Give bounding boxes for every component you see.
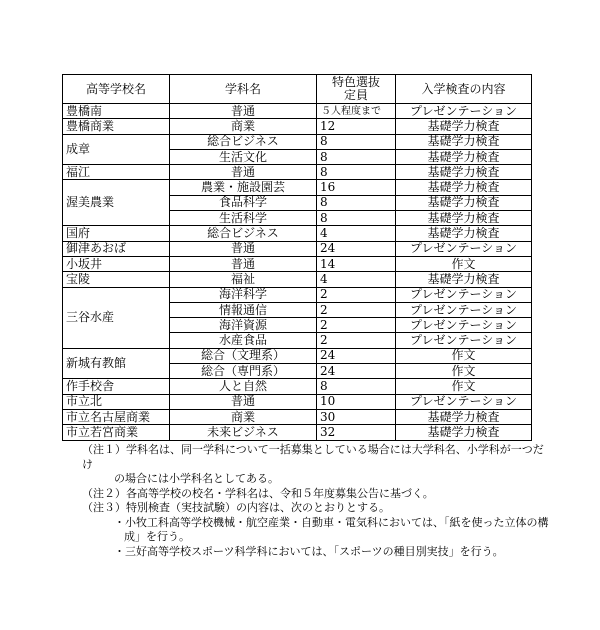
exam-content: 基礎学力検査 bbox=[396, 165, 532, 180]
capacity: 14 bbox=[317, 256, 396, 271]
dept-name: 総合（文理系） bbox=[170, 348, 317, 363]
table-row bbox=[63, 425, 532, 440]
capacity: 4 bbox=[317, 226, 396, 241]
capacity: 24 bbox=[317, 348, 396, 363]
capacity: 2 bbox=[317, 318, 396, 333]
school-name: 三谷水産 bbox=[63, 287, 170, 348]
header-capacity-line1: 特色選抜 bbox=[331, 75, 380, 89]
table-row bbox=[63, 348, 532, 363]
capacity: 10 bbox=[317, 394, 396, 409]
table-row bbox=[63, 119, 532, 134]
dept-name: 福祉 bbox=[170, 272, 317, 287]
exam-content: プレゼンテーション bbox=[396, 394, 532, 409]
capacity: 8 bbox=[317, 195, 396, 210]
note-3-item-1-line-2: 成」を行う。 bbox=[124, 530, 190, 543]
header-capacity-line2: 定員 bbox=[343, 88, 368, 102]
dept-name: 未来ビジネス bbox=[170, 425, 317, 440]
table-row bbox=[63, 241, 532, 256]
exam-content: プレゼンテーション bbox=[396, 333, 532, 348]
capacity: 8 bbox=[317, 149, 396, 164]
capacity: 4 bbox=[317, 272, 396, 287]
school-name: 市立名古屋商業 bbox=[63, 409, 170, 424]
exam-content: 基礎学力検査 bbox=[396, 195, 532, 210]
exam-content: プレゼンテーション bbox=[396, 104, 532, 119]
note-3-item-1-line-1: ・小牧工科高等学校機械・航空産業・自動車・電気科においては、「紙を使った立体の構 bbox=[114, 515, 549, 529]
table-header-row bbox=[63, 75, 532, 104]
table-row bbox=[63, 394, 532, 409]
header-exam: 入学検査の内容 bbox=[396, 75, 532, 104]
capacity: 30 bbox=[317, 409, 396, 424]
dept-name: 普通 bbox=[170, 241, 317, 256]
school-name: 作手校舎 bbox=[63, 379, 170, 394]
capacity: 16 bbox=[317, 180, 396, 195]
capacity: 24 bbox=[317, 241, 396, 256]
dept-name: 情報通信 bbox=[170, 302, 317, 317]
table-row bbox=[63, 226, 532, 241]
capacity: 8 bbox=[317, 165, 396, 180]
capacity: 2 bbox=[317, 287, 396, 302]
dept-name: 普通 bbox=[170, 256, 317, 271]
exam-content: プレゼンテーション bbox=[396, 318, 532, 333]
capacity: ５人程度まで bbox=[317, 104, 396, 119]
table-row bbox=[63, 287, 532, 302]
capacity: 8 bbox=[317, 379, 396, 394]
notes-section bbox=[82, 443, 552, 559]
header-capacity bbox=[317, 75, 396, 104]
table-row bbox=[63, 165, 532, 180]
capacity: 24 bbox=[317, 364, 396, 379]
school-name: 豊橋南 bbox=[63, 104, 170, 119]
exam-content: 基礎学力検査 bbox=[396, 272, 532, 287]
school-name: 成章 bbox=[63, 134, 170, 165]
dept-name: 生活科学 bbox=[170, 211, 317, 226]
dept-name: 農業・施設園芸 bbox=[170, 180, 317, 195]
exam-content: 基礎学力検査 bbox=[396, 149, 532, 164]
school-name: 渥美農業 bbox=[63, 180, 170, 226]
table-row bbox=[63, 256, 532, 271]
dept-name: 生活文化 bbox=[170, 149, 317, 164]
table-row bbox=[63, 379, 532, 394]
table-row bbox=[63, 134, 532, 149]
exam-content: 基礎学力検査 bbox=[396, 425, 532, 440]
dept-name: 水産食品 bbox=[170, 333, 317, 348]
dept-name: 総合ビジネス bbox=[170, 226, 317, 241]
note-3: （注３）特別検査（実技試験）の内容は、次のとおりとする。 bbox=[82, 501, 390, 514]
school-name: 宝陵 bbox=[63, 272, 170, 287]
dept-name: 海洋科学 bbox=[170, 287, 317, 302]
exam-content: 作文 bbox=[396, 364, 532, 379]
school-name: 市立若宮商業 bbox=[63, 425, 170, 440]
exam-content: 基礎学力検査 bbox=[396, 119, 532, 134]
capacity: 8 bbox=[317, 134, 396, 149]
school-name: 市立北 bbox=[63, 394, 170, 409]
capacity: 32 bbox=[317, 425, 396, 440]
capacity: 2 bbox=[317, 333, 396, 348]
dept-name: 商業 bbox=[170, 409, 317, 424]
note-1-line-1: （注１）学科名は、同一学科について一括募集としている場合には大学科名、小学科が一つだけ bbox=[82, 443, 544, 471]
exam-content: 基礎学力検査 bbox=[396, 180, 532, 195]
admission-table bbox=[62, 74, 532, 441]
capacity: 2 bbox=[317, 302, 396, 317]
school-name: 豊橋商業 bbox=[63, 119, 170, 134]
note-1-line-2: の場合には小学科名としてある。 bbox=[114, 472, 279, 485]
exam-content: プレゼンテーション bbox=[396, 241, 532, 256]
table-row bbox=[63, 272, 532, 287]
school-name: 御津あおば bbox=[63, 241, 170, 256]
dept-name: 商業 bbox=[170, 119, 317, 134]
header-dept: 学科名 bbox=[170, 75, 317, 104]
exam-content: 作文 bbox=[396, 379, 532, 394]
school-name: 小坂井 bbox=[63, 256, 170, 271]
exam-content: 基礎学力検査 bbox=[396, 134, 532, 149]
dept-name: 人と自然 bbox=[170, 379, 317, 394]
table-row bbox=[63, 180, 532, 195]
exam-content: 基礎学力検査 bbox=[396, 226, 532, 241]
exam-content: 基礎学力検査 bbox=[396, 409, 532, 424]
exam-content: プレゼンテーション bbox=[396, 302, 532, 317]
dept-name: 食品科学 bbox=[170, 195, 317, 210]
dept-name: 普通 bbox=[170, 394, 317, 409]
capacity: 12 bbox=[317, 119, 396, 134]
table-row bbox=[63, 104, 532, 119]
dept-name: 普通 bbox=[170, 104, 317, 119]
dept-name: 総合ビジネス bbox=[170, 134, 317, 149]
exam-content: 基礎学力検査 bbox=[396, 211, 532, 226]
exam-content: 作文 bbox=[396, 348, 532, 363]
dept-name: 海洋資源 bbox=[170, 318, 317, 333]
note-2: （注２）各高等学校の校名・学科名は、令和５年度募集公告に基づく。 bbox=[82, 486, 434, 500]
dept-name: 総合（専門系） bbox=[170, 364, 317, 379]
note-3-item-2: ・三好高等学校スポーツ科学科においては、「スポーツの種目別実技」を行う。 bbox=[114, 544, 504, 558]
dept-name: 普通 bbox=[170, 165, 317, 180]
exam-content: プレゼンテーション bbox=[396, 287, 532, 302]
school-name: 国府 bbox=[63, 226, 170, 241]
school-name: 福江 bbox=[63, 165, 170, 180]
exam-content: 作文 bbox=[396, 256, 532, 271]
header-school: 高等学校名 bbox=[63, 75, 170, 104]
school-name: 新城有教館 bbox=[63, 348, 170, 379]
table-row bbox=[63, 409, 532, 424]
capacity: 8 bbox=[317, 211, 396, 226]
